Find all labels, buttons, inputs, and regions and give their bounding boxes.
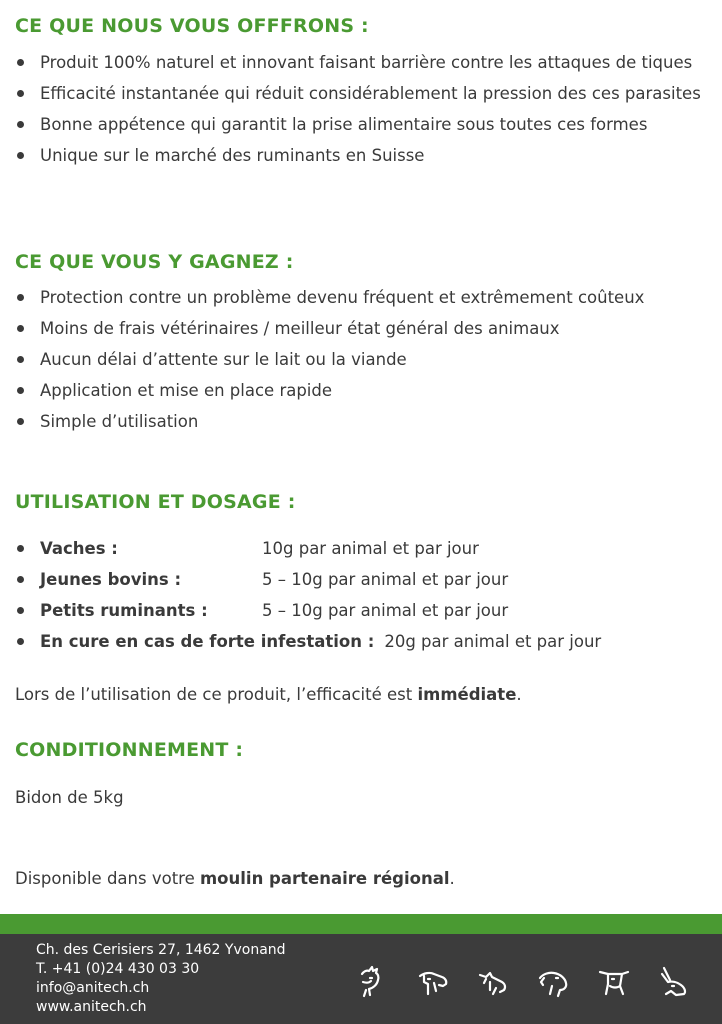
bullet-dot	[17, 576, 24, 583]
packaging-text: Bidon de 5kg	[15, 788, 124, 807]
gain-item	[15, 286, 710, 309]
bullet-dot	[17, 638, 24, 645]
bullet-dot	[17, 387, 24, 394]
email-link[interactable]: info@anitech.ch	[36, 980, 150, 996]
offer-item	[15, 51, 710, 74]
address: Ch. des Cerisiers 27, 1462 Yvonand	[36, 942, 286, 958]
gain-heading: CE QUE VOUS Y GAGNEZ :	[15, 251, 294, 273]
gain-item	[15, 348, 710, 371]
offer-item	[15, 113, 710, 136]
offer-heading: CE QUE NOUS VOUS OFFFRONS :	[15, 15, 369, 37]
offer-item-text: Bonne appétence qui garantit la prise alimentaire sous toutes ces formes	[40, 115, 648, 134]
efficacy-note-bold: immédiate	[417, 685, 517, 704]
dosage-value: 10g par animal et par jour	[262, 539, 479, 558]
dosage-term: En cure en cas de forte infestation :	[40, 632, 375, 651]
dosage-item	[15, 568, 710, 591]
bullet-dot	[17, 356, 24, 363]
dosage-item	[15, 537, 710, 560]
pig-icon	[534, 962, 574, 1002]
sheep-icon	[414, 962, 454, 1002]
animal-icons	[354, 962, 694, 1002]
offer-item-text: Produit 100% naturel et innovant faisant barrière contre les attaques de tiques	[40, 53, 693, 72]
efficacy-note	[15, 685, 522, 704]
offer-list	[15, 51, 710, 167]
dosage-item	[15, 630, 710, 653]
bullet-dot	[17, 325, 24, 332]
efficacy-note-suffix: .	[516, 685, 522, 704]
dosage-term: Vaches :	[40, 539, 118, 558]
footer-accent-bar	[0, 914, 722, 934]
offer-item	[15, 144, 710, 167]
gain-list	[15, 286, 710, 433]
offer-item-text: Efficacité instantanée qui réduit considérablement la pression des ces parasites	[40, 84, 701, 103]
offer-item	[15, 82, 710, 105]
dosage-heading: UTILISATION ET DOSAGE :	[15, 491, 296, 513]
availability-note	[15, 869, 455, 888]
bullet-dot	[17, 294, 24, 301]
bullet-dot	[17, 59, 24, 66]
phone: T. +41 (0)24 430 03 30	[36, 961, 200, 977]
gain-item	[15, 379, 710, 402]
dosage-value: 20g par animal et par jour	[384, 632, 602, 651]
gain-item-text: Protection contre un problème devenu fréquent et extrêmement coûteux	[40, 288, 645, 307]
gain-item	[15, 317, 710, 340]
dosage-list	[15, 537, 710, 653]
availability-text: Disponible dans votre	[15, 869, 200, 888]
dosage-value: 5 – 10g par animal et par jour	[262, 570, 509, 589]
dosage-term: Jeunes bovins :	[40, 570, 182, 589]
goat-icon	[474, 962, 514, 1002]
gain-item-text: Moins de frais vétérinaires / meilleur état général des animaux	[40, 319, 560, 338]
footer	[0, 934, 722, 1024]
bullet-dot	[17, 152, 24, 159]
gain-item	[15, 410, 710, 433]
rabbit-icon	[654, 962, 694, 1002]
cow-icon	[594, 962, 634, 1002]
packaging-heading: CONDITIONNEMENT :	[15, 739, 244, 761]
offer-item-text: Unique sur le marché des ruminants en Suisse	[40, 146, 425, 165]
gain-item-text: Aucun délai d’attente sur le lait ou la viande	[40, 350, 407, 369]
availability-bold: moulin partenaire régional	[199, 869, 450, 888]
bullet-dot	[17, 90, 24, 97]
dosage-term: Petits ruminants :	[40, 601, 208, 620]
bullet-dot	[17, 545, 24, 552]
chicken-icon	[354, 962, 394, 1002]
bullet-dot	[17, 607, 24, 614]
bullet-dot	[17, 418, 24, 425]
efficacy-note-text: Lors de l’utilisation de ce produit, l’efficacité est	[15, 685, 418, 704]
contact-block	[36, 941, 286, 1017]
gain-item-text: Application et mise en place rapide	[40, 381, 333, 400]
gain-item-text: Simple d’utilisation	[40, 412, 199, 431]
dosage-value: 5 – 10g par animal et par jour	[262, 601, 509, 620]
bullet-dot	[17, 121, 24, 128]
availability-suffix: .	[449, 869, 455, 888]
dosage-item	[15, 599, 710, 622]
website-link[interactable]: www.anitech.ch	[36, 999, 147, 1015]
